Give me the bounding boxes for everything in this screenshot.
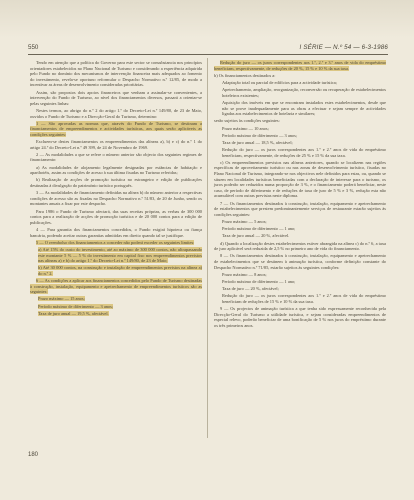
- paragraph-text: Nestes termos, ao abrigo do n.º 2 do artigo 1.º do Decreto-Lei n.º 149/80, de 23 de Maio, ouvidos o Fundo de Turismo e a Direcção-Geral do Turismo, determino:: [30, 107, 202, 119]
- paragraph-text: c) Os empreendimentos previstos nas alíneas anteriores, quando se localizem nas regiões específicas de aproveitamento turístico ou nas zonas de desenvolvimento turístico, fixadas no Plano Nacional de Turismo, integrando-se nos objectivos nele definidos para estas, ou, quando se situem em localidades turísticas beneficiadas com a declaração de interesse para o turismo, os juros poderão ser reduzidos numa proporção de 3 %, e o financiamento poderá beneficiar, neste caso, de período de diferimento e de reduções de taxa de juro de 5 % e 3 %, redução esta não acumulável com outras previstas neste diploma.: [214, 159, 386, 199]
- highlighted-text: Período máximo de diferimento — 3 anos;: [38, 303, 114, 309]
- paragraph-text: Prazo máximo — 10 anos;: [222, 125, 269, 131]
- paragraph-text: Apetrechamento, ampliação, reorganização, reconversão ou recuperação de estabelecimentos hoteleiros existentes;: [222, 87, 386, 98]
- paragraph-text: Taxa de juro anual — 20 %, afectável.: [222, 233, 290, 239]
- paragraph: [30, 278, 202, 295]
- scan-shadow: [0, 0, 414, 38]
- folio-number: 180: [28, 452, 39, 458]
- paragraph: [30, 190, 202, 207]
- highlighted-text: 6 — As condições a aplicar aos financiamentos concedidos pelo Fundo de Turismo destinadas à construção, instalação, equipamento e apetrechamento de empreendimentos turísticos são as seguintes:: [30, 278, 202, 295]
- paragraph-text: Prazo máximo — 5 anos;: [222, 218, 267, 224]
- paragraph: [214, 73, 386, 79]
- paragraph: [30, 304, 202, 310]
- paragraph-text: d) Quando a localização destes estabelecimentos estiver abrangida na alínea c) do n.º 6, a taxa de juro aplicável será reduzida de 2,5 % no primeiro ano de vida do financiamento.: [214, 240, 386, 252]
- paragraph-text: Taxa de juro — 20 %, afectável;: [222, 286, 279, 292]
- paragraph-text: 3 — As modalidades de financiamento definidas na alínea b) do número anterior a respectivas condições de acesso são as fixadas no Despacho Normativo n.º 51/83, de 20 de Junho, sendo os montantes anuais a fixar por este despacho.: [30, 190, 202, 207]
- highlighted-text: a) Até 15% do custo do investimento, até ao máximo de 300 000 contos, não ultrapassando este montante 5 % — 5 % do investimento em capital fixo nos empreendimentos previstos nas alíneas a) e b) do artigo 1.º do Decreto-Lei n.º 149/80, de 23 de Maio;: [38, 246, 202, 264]
- paragraph: [30, 90, 202, 107]
- paragraph-text: Tendo em atenção que a política do Governo para este sector se consubstancia nos princípios orientadores estabelecidos no Plano Nacional de Turismo e considerando a experiência adquirida pelo Fundo no domínio dos mecanismos de intervenção financeira mais adequados ao fomento do investimento, revela-se oportuno reformular o Despacho Normativo n.º 12/85, de modo a incentivar as áreas de desenvolvimento consideradas prioritárias.: [30, 60, 202, 88]
- paragraph-text: 9 — Os projectos de animação turística a que tenha sido expressamente reconhecida pela Direcção-Geral do Turismo a utilidade turística, e sejam consideradas empreendimentos de especial relevo, poderão beneficiar de uma bonificação de 5 % nos juros do empréstimo durante os três primeiros anos.: [214, 306, 386, 328]
- paragraph: [214, 160, 386, 199]
- paragraph: [30, 177, 202, 188]
- paragraph: [30, 227, 202, 238]
- paragraph: [214, 100, 386, 117]
- paragraph: [214, 140, 386, 146]
- paragraph: [214, 201, 386, 218]
- paragraph: [214, 253, 386, 270]
- paragraph: [30, 165, 202, 176]
- series-heading: I SÉRIE — N.º 54 — 6-3-1986: [299, 44, 388, 51]
- paragraph: [30, 311, 202, 317]
- paragraph: [30, 296, 202, 302]
- paragraph-text: a) As modalidades de alojamento legalmente designadas por estâncias de habitação e aparthotéis, assim as condições de acesso à sua última fixadas no Turismo referidas;: [30, 164, 202, 176]
- highlighted-text: b) Até 30 000 contos, na construção e instalação de empreendimentos previstos na alínea a) do n.º 2.: [38, 265, 202, 276]
- paragraph-text: serão sujeitos às condições seguintes:: [214, 118, 280, 124]
- column-divider: [207, 58, 208, 438]
- paragraph-text: Redução do juro — os juros correspondentes aos 1.º e 2.º anos de vida do empréstimo beneficiam, respectivamente, de reduções de 25 % e 15 % da sua taxa.: [222, 147, 386, 158]
- paragraph-text: Período máximo de diferimento — 3 anos;: [222, 132, 298, 138]
- paragraph-text: Período máximo de diferimento — 1 ano;: [222, 226, 296, 232]
- paragraph: [30, 121, 202, 138]
- paragraph: [214, 226, 386, 232]
- paragraph-text: Assim, são propostos dois apoios financeiros que venham a assinalar-se convenientes, a intervenção do Fundo de Turismo, ao nível dos financiamentos diversos, passará a orientar-se pelas seguintes linhas:: [30, 89, 202, 106]
- paragraph: [214, 60, 386, 71]
- paragraph: [30, 247, 202, 264]
- paragraph: [214, 293, 386, 304]
- highlighted-text: Redução do juro — os juros correspondentes aos 1.º, 2.º e 3.º anos de vida do empréstimo beneficiam, respectivamente, de reduções de 20 %, 15 % e 10 % da sua taxa.: [214, 60, 386, 71]
- paragraph: [214, 80, 386, 86]
- paragraph: [30, 209, 202, 226]
- paragraph: [30, 240, 202, 246]
- paragraph: [214, 219, 386, 225]
- highlighted-text: 5 — O reembolso dos financiamentos a conceder não poderá exceder os seguintes limites:: [36, 239, 195, 245]
- paragraph-text: b) Realização de acções de promoção turística no estrangeiro e edição de publicações destinadas à divulgação do património turístico português.: [30, 177, 202, 189]
- paragraph: [214, 118, 386, 124]
- paragraph-text: Adaptação total ou parcial de edifícios para a actividade turística;: [222, 79, 337, 85]
- paragraph-text: 7 — Os financiamentos destinados à construção, instalação, equipamento e apetrechamento de estabelecimentos que prestem predominantemente serviços de restaurante estarão sujeitos às condições seguintes:: [214, 200, 386, 217]
- paragraph: [214, 87, 386, 98]
- paragraph: [214, 126, 386, 132]
- paragraph: [30, 108, 202, 119]
- paragraph-text: 2 — As modalidades a que se refere o número anterior são objecto dos seguintes regimes de financiamento:: [30, 151, 202, 163]
- paragraph-text: Excluem-se destes financiamentos os empreendimentos das alíneas a), b) e c) do n.º 1 do artigo 24.º do Decreto-Lei n.º 49 399, de 24 de Novembro de 1969.: [30, 139, 202, 150]
- paragraph-text: 8 — Os financiamentos destinados à construção, instalação, equipamento e apetrechamento de estabelecimentos que se destinem à animação turística, conforme definição constante do Despacho Normativo n.º 71/85, estarão sujeitos às seguintes condições:: [214, 253, 386, 270]
- right-column: [214, 60, 386, 330]
- paragraph-text: Taxa de juro anual — 18,5 %, afectável;: [222, 139, 293, 145]
- page-header: [28, 42, 388, 55]
- paragraph: [214, 279, 386, 285]
- highlighted-text: 1 — São aprovadas as normas que, através do Fundo de Turismo, se destinam a financiamentos de empreendimentos e actividades turísticas, aos quais serão aplicáveis as condições seguintes:: [30, 120, 202, 137]
- paragraph-text: Prazo máximo — 8 anos;: [222, 271, 267, 277]
- paragraph-text: 4 — Para garantia dos financiamentos concedidos, o Fundo exigirá hipoteca ou fiança bancária, podendo aceitar outras garantias admitidas em direito quando tal se justifique.: [30, 226, 202, 238]
- paragraph-text: b) Os financiamentos destinados a:: [214, 72, 276, 78]
- paragraph: [214, 241, 386, 252]
- paragraph: [30, 60, 202, 88]
- paragraph: [214, 147, 386, 158]
- paragraph-text: Para 1986 o Fundo de Turismo afectará, das suas receitas próprias, as verbas de 300 000 contos para a realização de acções de promoção turística e de 20 000 contos para a edição de publicações.: [30, 208, 202, 225]
- page-number: 550: [28, 44, 39, 51]
- highlighted-text: Taxa de juro anual — 19,5 %, afectável.: [38, 310, 109, 316]
- paragraph-text: Aquisição dos imóveis em que se encontram instalados estes estabelecimentos, desde que não se prove inadequadamente para as obras a efectuar e sejam sempre de actividades ligadas aos estabelecimentos de hotelaria e similares;: [222, 99, 386, 117]
- paragraph-text: Redução do juro — os juros correspondentes aos 1.º e 2.º anos de vida do empréstimo beneficiam de reduções de 15 % e 10 % da sua taxa.: [222, 293, 386, 304]
- paragraph-text: Período máximo de diferimento — 1 ano;: [222, 278, 296, 284]
- paragraph: [214, 286, 386, 292]
- paragraph: [214, 233, 386, 239]
- highlighted-text: Prazo máximo — 15 anos;: [38, 296, 85, 302]
- paragraph: [30, 152, 202, 163]
- paragraph: [30, 265, 202, 276]
- paragraph: [214, 133, 386, 139]
- left-column: [30, 60, 202, 318]
- paragraph: [214, 272, 386, 278]
- paragraph: [30, 139, 202, 150]
- paragraph: [214, 306, 386, 328]
